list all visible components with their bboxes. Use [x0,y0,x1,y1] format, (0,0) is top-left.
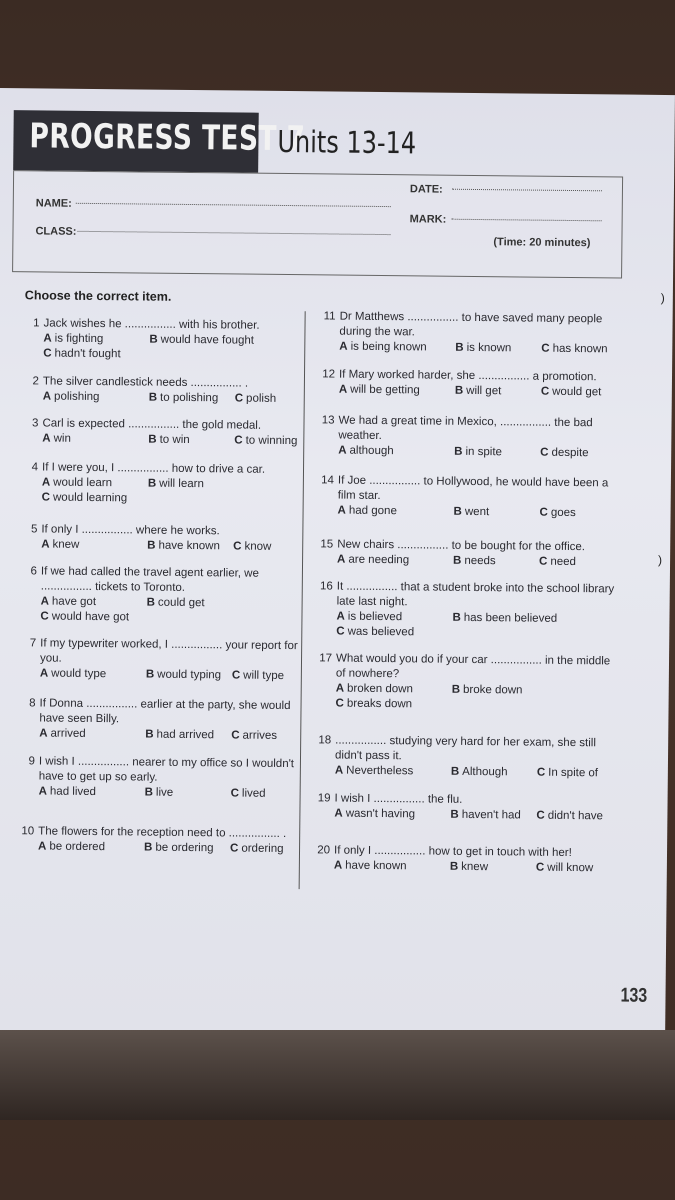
answer-option-a[interactable] [42,431,71,446]
question-item [321,474,623,522]
option-letter: A [336,610,345,623]
question-number: 16 [319,580,333,593]
question-stem: If we had called the travel agent earlier, we ................ tickets to Toronto. [40,565,259,594]
option-letter: A [42,390,52,403]
class-field[interactable] [77,230,390,235]
question-number: 13 [321,414,335,427]
question-item [320,538,622,571]
option-text: would learning [52,491,128,505]
option-text: goes [550,506,576,520]
option-letter: B [451,683,461,696]
option-text: would typing [157,668,222,682]
answer-option-b[interactable] [450,860,488,875]
answer-option-b[interactable] [454,505,490,520]
answer-option-b[interactable] [148,433,190,448]
option-text: broken down [346,682,413,696]
answer-option-a[interactable] [38,839,105,855]
option-text: to winning [245,434,298,448]
question-stem: If Donna ................ earlier at the party, she would have seen Billy. [39,697,291,726]
option-text: will know [547,861,594,875]
option-letter: C [536,809,545,822]
option-letter: A [41,476,51,489]
option-letter: C [229,842,239,855]
option-letter: B [450,765,460,778]
question-item [32,416,304,449]
question-stem: We had a great time in Mexico, ................ the bad weather. [338,414,593,443]
option-text: be ordered [49,840,106,854]
question-number: 18 [318,734,332,747]
answer-option-a[interactable] [336,610,402,626]
option-text: had arrived [156,728,215,742]
answer-option-a[interactable] [338,504,397,520]
option-letter: B [148,391,158,404]
option-letter: A [40,595,50,608]
option-text: could get [157,596,205,610]
option-letter: B [144,786,154,799]
question-item [319,652,621,715]
answer-option-c[interactable] [540,446,589,462]
answer-option-b[interactable] [149,391,219,407]
option-text: to polishing [160,391,219,405]
option-text: polishing [54,390,100,404]
option-text: knew [52,538,80,551]
question-stem: What would you do if your car ................ in the middle of nowhere? [335,652,611,681]
option-text: despite [551,446,589,460]
option-letter: B [449,860,459,873]
option-letter: C [541,342,550,355]
option-text: haven't had [461,808,521,822]
answer-option-c[interactable] [230,841,284,857]
question-item [33,316,305,364]
answer-option-c[interactable] [336,625,414,641]
option-text: lived [241,787,266,800]
option-text: would have fought [160,333,255,347]
option-text: will get [466,384,502,398]
question-item [29,696,301,744]
question-number: 1 [33,317,40,330]
option-text: has known [552,342,608,356]
page-number: 133 [620,984,648,1007]
mark-label: MARK: [409,213,447,226]
answer-option-a[interactable] [339,383,420,399]
option-text: in spite [465,445,503,459]
option-text: will be getting [350,383,420,397]
answer-option-b[interactable] [148,477,204,493]
question-number: 19 [317,792,331,805]
question-number: 5 [30,523,38,536]
answer-option-b[interactable] [454,445,502,460]
option-letter: C [536,766,546,779]
answer-option-b[interactable] [453,554,496,569]
question-stem: If only I ................ where he works. [41,523,220,538]
option-text: although [349,444,394,458]
option-text: need [550,555,577,569]
question-stem: I wish I ................ nearer to my office so I wouldn't have to get up so early. [38,755,295,784]
option-letter: C [335,697,344,710]
answer-option-c[interactable] [536,809,603,825]
question-item [31,460,304,508]
question-stem: Carl is expected ................ the gold medal. [42,417,262,432]
question-item [322,368,624,401]
question-number: 12 [322,368,336,381]
question-number: 10 [21,825,35,838]
answer-option-c[interactable] [43,346,121,362]
answer-option-c[interactable] [234,433,297,449]
option-letter: B [455,341,464,354]
option-letter: B [454,384,464,397]
option-text: Nevertheless [346,764,414,778]
test-title: PROGRESS TEST 7 [29,116,306,160]
option-letter: A [43,332,52,345]
option-letter: B [149,333,158,346]
date-label: DATE: [409,183,443,196]
question-stem: If I were you, I ................ how to drive a car. [41,461,266,476]
option-letter: A [339,340,348,353]
option-letter: C [234,434,243,447]
option-text: hadn't fought [54,347,121,361]
mark-field[interactable] [452,218,602,222]
question-number: 6 [30,565,38,578]
option-text: would type [51,667,107,681]
option-letter: B [450,808,459,821]
option-text: is known [466,341,512,355]
option-letter: C [336,625,345,638]
question-stem: If Joe ................ to Hollywood, he would have been a film star. [337,474,609,503]
question-item [21,824,300,857]
answer-option-b[interactable] [145,786,174,801]
answer-option-c[interactable] [40,609,129,625]
option-text: was believed [347,625,415,639]
option-text: went [464,505,490,519]
option-letter: B [145,728,154,741]
question-item [29,636,302,684]
question-stem: If my typewriter worked, I ................ your report for you. [39,637,298,665]
question-stem: The flowers for the reception need to ................ . [38,825,287,841]
option-text: wasn't having [345,807,416,821]
option-letter: C [40,610,49,623]
option-text: have known [158,539,220,553]
name-field[interactable] [76,202,391,207]
question-number: 17 [319,652,333,665]
answer-option-a[interactable] [39,784,97,800]
option-text: has been believed [463,611,558,625]
option-text: polish [246,392,277,405]
margin-mark: ) [658,552,663,567]
question-number: 9 [28,755,36,768]
answer-option-c[interactable] [232,668,284,684]
option-text: would learn [53,476,113,490]
answer-option-b[interactable] [455,384,502,399]
answer-option-a[interactable] [43,389,100,405]
question-number: 7 [29,637,37,650]
option-letter: C [234,392,244,405]
question-stem: New chairs ................ to be bought for the office. [337,538,586,554]
question-number: 8 [29,697,36,710]
answer-option-a[interactable] [42,475,112,491]
option-text: had lived [49,785,97,799]
option-letter: A [335,682,345,695]
answer-option-c[interactable] [233,539,271,554]
test-sheet [0,88,675,1040]
option-letter: A [334,807,343,820]
question-stem: If only I ................ how to get in touch with her! [333,844,572,860]
answer-option-a[interactable] [338,444,394,460]
question-item [319,580,622,643]
question-stem: If Mary worked harder, she ................ a promotion. [338,368,597,384]
name-label: NAME: [35,197,72,210]
units-subtitle: Units 13-14 [277,124,417,162]
option-letter: A [39,667,49,680]
option-letter: A [333,859,343,872]
answer-option-b[interactable] [452,683,523,699]
option-text: will type [243,669,285,683]
option-letter: A [334,764,344,777]
option-text: have got [51,595,97,609]
option-letter: B [145,668,155,681]
answer-option-a[interactable] [336,682,413,698]
answer-option-b[interactable] [450,808,521,824]
option-text: knew [461,860,489,874]
option-text: know [244,540,272,553]
answer-option-b[interactable] [149,333,254,349]
option-letter: B [452,611,461,624]
option-text: be ordering [155,841,214,855]
option-letter: B [453,554,462,567]
option-letter: C [540,446,549,459]
option-letter: A [338,444,347,457]
answer-option-c[interactable] [541,342,607,358]
answer-option-c[interactable] [235,391,277,406]
question-item [32,374,305,407]
question-item [30,522,303,555]
answer-option-a[interactable] [43,331,103,347]
answer-option-b[interactable] [147,596,205,612]
option-text: have known [345,859,407,873]
option-letter: C [535,861,545,874]
question-item [30,564,303,627]
student-info-box [12,170,623,278]
option-text: needs [464,554,496,568]
option-text: didn't have [547,809,604,823]
option-letter: A [337,504,346,517]
option-text: will learn [159,477,204,491]
option-text: win [53,432,71,445]
answer-option-a[interactable] [41,594,97,610]
option-text: ordering [241,842,284,856]
option-text: are needing [348,553,410,567]
answer-option-b[interactable] [452,611,557,627]
option-letter: A [337,553,346,566]
option-letter: C [43,347,52,360]
option-text: Although [462,765,508,779]
question-item [318,734,620,782]
question-item [317,844,619,877]
option-letter: B [147,539,156,552]
class-label: CLASS: [35,225,77,238]
option-letter: B [453,505,462,518]
question-number: 3 [32,417,39,430]
option-letter: A [41,538,50,551]
question-number: 11 [323,310,336,323]
answer-option-a[interactable] [335,764,414,780]
question-stem: It ................ that a student broke into the school library late last night. [336,580,615,609]
margin-mark: ) [660,290,665,305]
date-field[interactable] [452,188,602,192]
question-stem: The silver candlestick needs ................ . [42,375,249,390]
option-text: would have got [51,610,130,624]
option-letter: A [338,383,348,396]
option-text: is believed [347,610,403,624]
answer-option-a[interactable] [39,726,86,741]
question-stem: Jack wishes he ................ with his brother. [43,317,260,332]
question-item [317,792,619,825]
question-number: 15 [320,538,334,551]
answer-option-a[interactable] [334,807,415,823]
option-text: to win [159,433,190,447]
answer-option-b[interactable] [451,765,508,781]
time-limit: (Time: 20 minutes) [493,236,591,250]
option-letter: C [231,729,240,742]
question-stem: ................ studying very hard for her exam, she still didn't pass it. [334,734,597,763]
answer-option-a[interactable] [334,859,407,875]
question-stem: I wish I ................ the flu. [334,792,463,806]
question-item [323,310,624,358]
option-text: arrives [242,729,278,742]
option-letter: B [148,433,157,446]
answer-option-a[interactable] [337,553,409,569]
answer-option-c[interactable] [335,697,412,713]
option-letter: B [147,477,157,490]
answer-option-c[interactable] [42,490,128,506]
option-letter: C [41,491,51,504]
question-number: 14 [321,474,334,487]
option-text: is being known [350,340,427,354]
answer-option-c[interactable] [537,766,598,782]
option-letter: A [37,840,47,853]
option-text: breaks down [346,697,413,711]
option-text: arrived [50,727,86,740]
option-text: broke down [462,683,523,697]
answer-option-c[interactable] [536,861,593,877]
option-letter: C [539,555,548,568]
answer-option-b[interactable] [144,841,214,857]
option-text: had gone [348,504,397,518]
answer-option-c[interactable] [231,786,266,801]
answer-option-c[interactable] [539,555,576,570]
option-text: In spite of [548,766,599,780]
question-item [28,754,301,802]
sheet-shadow [0,1030,675,1120]
answer-option-c[interactable] [541,385,602,401]
answer-option-a[interactable] [41,537,79,552]
question-number: 20 [317,844,331,857]
option-letter: C [231,669,241,682]
option-text: would get [552,385,602,399]
option-letter: C [233,540,242,553]
question-number: 4 [31,461,39,474]
option-letter: A [38,785,48,798]
answer-option-a[interactable] [40,666,106,682]
option-letter: C [539,506,548,519]
answer-option-a[interactable] [339,340,427,356]
option-letter: B [454,445,463,458]
answer-option-b[interactable] [147,539,220,555]
instruction-text: Choose the correct item. [24,288,172,304]
answer-option-c[interactable] [231,728,277,743]
option-letter: B [146,596,155,609]
option-letter: C [540,385,550,398]
option-letter: C [230,787,240,800]
option-text: is fighting [54,332,104,346]
option-letter: B [143,841,153,854]
question-stem: Dr Matthews ................ to have saved many people during the war. [339,310,603,339]
answer-option-b[interactable] [455,341,511,357]
question-item [321,414,623,462]
option-letter: A [39,727,48,740]
question-number: 2 [32,375,39,388]
answer-option-c[interactable] [539,506,575,521]
answer-option-b[interactable] [145,728,214,744]
option-text: live [155,786,174,799]
answer-option-b[interactable] [146,668,221,684]
option-letter: A [42,432,51,445]
